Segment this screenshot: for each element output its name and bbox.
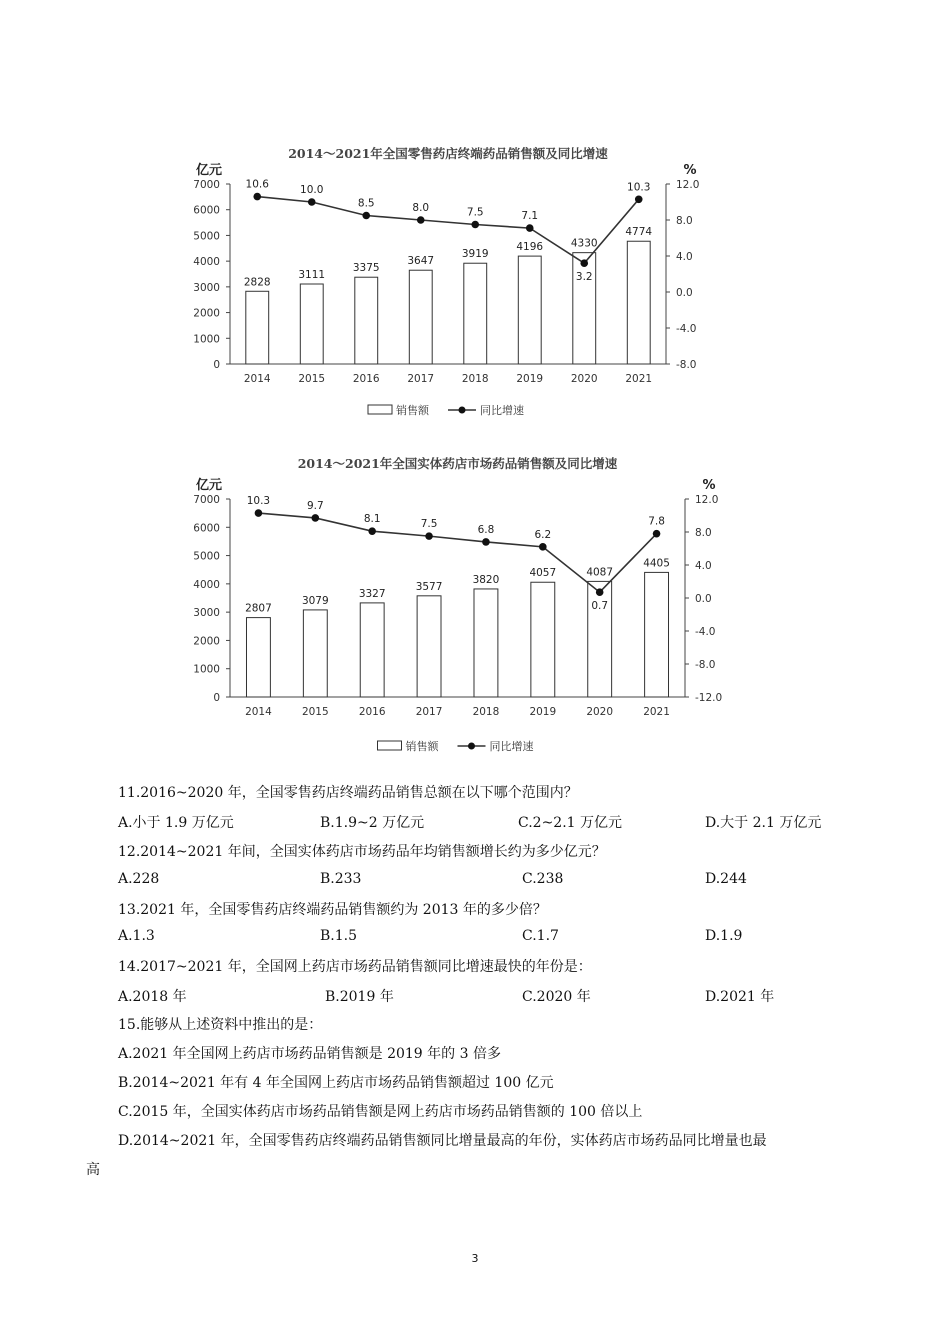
question-15-statement-d: D.2014~2021 年，全国零售药店终端药品销售额同比增量最高的年份，实体药店市场药品同比增量也最 — [118, 1133, 767, 1149]
growth-label-2015: 10.0 — [300, 184, 324, 196]
bar-2017 — [409, 270, 432, 364]
left-tick-label: 1000 — [193, 663, 220, 676]
question-14-stem: 14.2017~2021 年，全国网上药店市场药品销售额同比增速最快的年份是： — [118, 959, 592, 975]
growth-label-2015: 9.7 — [306, 499, 324, 512]
question-14-option-c: C.2020 年 — [522, 989, 591, 1005]
chart-retail-pharmacy-svg — [0, 138, 950, 428]
x-tick-label-2021: 2021 — [643, 706, 670, 718]
question-12-option-a: A.228 — [118, 871, 160, 887]
growth-label-2020: 3.2 — [575, 271, 593, 284]
x-tick-label-2020: 2020 — [570, 373, 598, 385]
right-tick-label: 8.0 — [695, 527, 712, 539]
question-13-option-a: A.1.3 — [118, 928, 155, 944]
question-12-option-b: B.233 — [320, 871, 362, 887]
right-tick-label: -8.0 — [695, 659, 716, 671]
right-tick-label: 0.0 — [695, 593, 712, 605]
bar-label-2018: 3919 — [461, 248, 489, 261]
bar-2020 — [588, 581, 612, 697]
bar-2018 — [474, 589, 498, 697]
x-tick-label-2016: 2016 — [352, 373, 380, 385]
left-tick-label: 3000 — [193, 281, 220, 294]
question-13-option-d: D.1.9 — [705, 928, 743, 944]
bar-2017 — [417, 596, 441, 697]
right-tick-label: -4.0 — [676, 323, 697, 335]
bar-label-2015: 3079 — [301, 594, 329, 607]
growth-point-2018 — [482, 538, 490, 546]
growth-label-2016: 8.1 — [363, 513, 381, 526]
legend-bar-label: 销售额 — [396, 404, 429, 417]
chart-physical-pharmacy-svg — [0, 450, 950, 770]
growth-point-2015 — [312, 514, 320, 522]
growth-point-2015 — [308, 198, 316, 206]
growth-point-2021 — [653, 530, 661, 538]
bar-2015 — [303, 610, 327, 697]
x-tick-label-2020: 2020 — [586, 706, 614, 718]
x-tick-label-2018: 2018 — [461, 373, 489, 385]
growth-label-2017: 7.5 — [420, 518, 438, 531]
right-tick-label: 8.0 — [676, 215, 693, 227]
growth-point-2021 — [635, 196, 643, 204]
right-tick-label: -8.0 — [676, 359, 697, 371]
x-tick-label-2019: 2019 — [516, 373, 544, 385]
x-tick-label-2014: 2014 — [245, 706, 272, 718]
chart-title: 2014～2021年全国实体药店市场药品销售额及同比增速 — [297, 456, 618, 471]
bar-2019 — [518, 256, 541, 364]
bar-label-2020: 4087 — [586, 566, 614, 579]
bar-label-2015: 3111 — [298, 269, 326, 282]
x-tick-label-2017: 2017 — [415, 706, 443, 718]
growth-label-2020: 0.7 — [591, 600, 609, 613]
question-15-stem: 15.能够从上述资料中推出的是： — [118, 1017, 323, 1033]
legend-bar-swatch — [378, 741, 402, 750]
left-tick-label: 4000 — [193, 256, 220, 269]
bar-2021 — [627, 241, 650, 364]
question-11-option-b: B.1.9~2 万亿元 — [320, 815, 425, 831]
right-tick-label: 4.0 — [676, 251, 693, 263]
page-number: 3 — [471, 1252, 479, 1265]
growth-point-2017 — [417, 216, 425, 224]
legend-line-label: 同比增速 — [489, 740, 534, 753]
x-tick-label-2015: 2015 — [298, 373, 326, 385]
x-tick-label-2021: 2021 — [625, 373, 653, 385]
bar-2014 — [246, 291, 269, 364]
question-15-statement-b: B.2014~2021 年有 4 年全国网上药店市场药品销售额超过 100 亿元 — [118, 1075, 554, 1091]
right-tick-label: -4.0 — [695, 626, 716, 638]
legend-line-marker — [459, 407, 466, 414]
growth-label-2017: 8.0 — [412, 202, 430, 214]
right-tick-label: 0.0 — [676, 287, 693, 299]
right-tick-label: 12.0 — [676, 179, 700, 191]
left-axis-unit: 亿元 — [196, 478, 223, 493]
left-tick-label: 5000 — [193, 550, 220, 563]
bar-2016 — [360, 603, 384, 697]
x-tick-label-2014: 2014 — [243, 373, 271, 385]
growth-point-2019 — [526, 224, 534, 232]
left-tick-label: 7000 — [193, 179, 220, 191]
legend-line-label: 同比增速 — [480, 404, 524, 417]
bar-label-2021: 4405 — [643, 557, 670, 570]
bar-2016 — [355, 277, 378, 364]
growth-label-2018: 7.5 — [466, 206, 484, 219]
bar-2020 — [573, 253, 596, 364]
legend-line-marker — [468, 743, 475, 750]
question-13-stem: 13.2021 年，全国零售药店终端药品销售额约为 2013 年的多少倍？ — [118, 902, 547, 918]
question-11-option-c: C.2~2.1 万亿元 — [518, 815, 623, 831]
left-tick-label: 2000 — [193, 635, 220, 648]
legend-bar-label: 销售额 — [405, 740, 439, 753]
x-tick-label-2015: 2015 — [301, 706, 329, 718]
bar-label-2017: 3647 — [407, 255, 435, 268]
question-12-option-d: D.244 — [705, 871, 747, 887]
bar-label-2018: 3820 — [472, 573, 500, 586]
question-11-option-a: A.小于 1.9 万亿元 — [118, 815, 234, 831]
question-13-option-b: B.1.5 — [320, 928, 358, 944]
right-axis-unit: % — [683, 163, 697, 178]
x-tick-label-2016: 2016 — [358, 706, 386, 718]
growth-point-2016 — [362, 212, 370, 220]
bar-label-2016: 3375 — [352, 262, 380, 275]
question-14-option-d: D.2021 年 — [705, 989, 775, 1005]
left-tick-label: 2000 — [193, 307, 220, 320]
growth-label-2014: 10.6 — [245, 178, 269, 191]
question-14-option-b: B.2019 年 — [325, 989, 394, 1005]
left-tick-label: 0 — [213, 692, 220, 704]
bar-2021 — [645, 572, 669, 697]
bar-label-2017: 3577 — [415, 580, 443, 593]
bar-label-2020: 4330 — [570, 237, 598, 250]
growth-point-2016 — [368, 527, 376, 535]
left-tick-label: 0 — [213, 359, 220, 371]
question-15-statement-d-wrap: 高 — [86, 1162, 100, 1178]
left-axis-unit: 亿元 — [196, 163, 223, 178]
left-tick-label: 7000 — [193, 494, 220, 506]
question-13-option-c: C.1.7 — [522, 928, 559, 944]
right-tick-label: 4.0 — [695, 560, 712, 572]
left-tick-label: 4000 — [193, 578, 220, 591]
bar-2018 — [464, 263, 487, 364]
bar-label-2014: 2828 — [243, 276, 271, 289]
right-tick-label: -12.0 — [695, 692, 723, 704]
legend-bar-swatch — [368, 405, 392, 414]
growth-line — [258, 513, 656, 592]
bar-label-2019: 4057 — [529, 567, 557, 580]
question-12-stem: 12.2014~2021 年间，全国实体药店市场药品年均销售额增长约为多少亿元？ — [118, 844, 606, 860]
growth-label-2014: 10.3 — [246, 495, 271, 508]
question-11-option-d: D.大于 2.1 万亿元 — [705, 815, 822, 831]
growth-label-2021: 7.8 — [648, 515, 665, 528]
chart-retail-pharmacy — [0, 138, 950, 428]
question-15-statement-c: C.2015 年，全国实体药店市场药品销售额是网上药店市场药品销售额的 100 倍以上 — [118, 1104, 643, 1120]
growth-point-2019 — [539, 543, 547, 551]
left-tick-label: 1000 — [193, 333, 220, 346]
chart-physical-pharmacy — [0, 450, 950, 770]
chart-title: 2014～2021年全国零售药店终端药品销售额及同比增速 — [288, 146, 608, 161]
growth-label-2021: 10.3 — [627, 181, 651, 194]
left-tick-label: 3000 — [193, 607, 220, 620]
right-tick-label: 12.0 — [695, 494, 719, 506]
growth-point-2014 — [253, 193, 261, 201]
growth-label-2018: 6.8 — [477, 523, 495, 536]
x-tick-label-2019: 2019 — [529, 706, 557, 718]
growth-label-2019: 6.2 — [534, 528, 552, 541]
bar-2019 — [531, 582, 555, 697]
x-tick-label-2018: 2018 — [472, 706, 500, 718]
growth-point-2018 — [471, 221, 479, 229]
left-tick-label: 5000 — [193, 230, 220, 243]
growth-label-2019: 7.1 — [521, 210, 539, 223]
x-tick-label-2017: 2017 — [407, 373, 435, 385]
growth-point-2020 — [580, 259, 588, 267]
question-11-stem: 11.2016~2020 年，全国零售药店终端药品销售总额在以下哪个范围内？ — [118, 785, 578, 801]
question-12-option-c: C.238 — [522, 871, 564, 887]
left-tick-label: 6000 — [193, 204, 220, 217]
growth-point-2017 — [425, 532, 433, 540]
left-tick-label: 6000 — [193, 522, 220, 535]
bar-2014 — [246, 618, 270, 697]
growth-point-2020 — [596, 588, 604, 596]
bar-label-2014: 2807 — [245, 602, 272, 615]
bar-label-2019: 4196 — [516, 241, 544, 254]
growth-point-2014 — [255, 509, 263, 517]
bar-2015 — [300, 284, 323, 364]
question-15-statement-a: A.2021 年全国网上药店市场药品销售额是 2019 年的 3 倍多 — [118, 1046, 501, 1062]
bar-label-2016: 3327 — [358, 587, 386, 600]
growth-label-2016: 8.5 — [357, 197, 375, 210]
bar-label-2021: 4774 — [625, 226, 653, 239]
question-14-option-a: A.2018 年 — [118, 989, 187, 1005]
right-axis-unit: % — [702, 478, 716, 493]
